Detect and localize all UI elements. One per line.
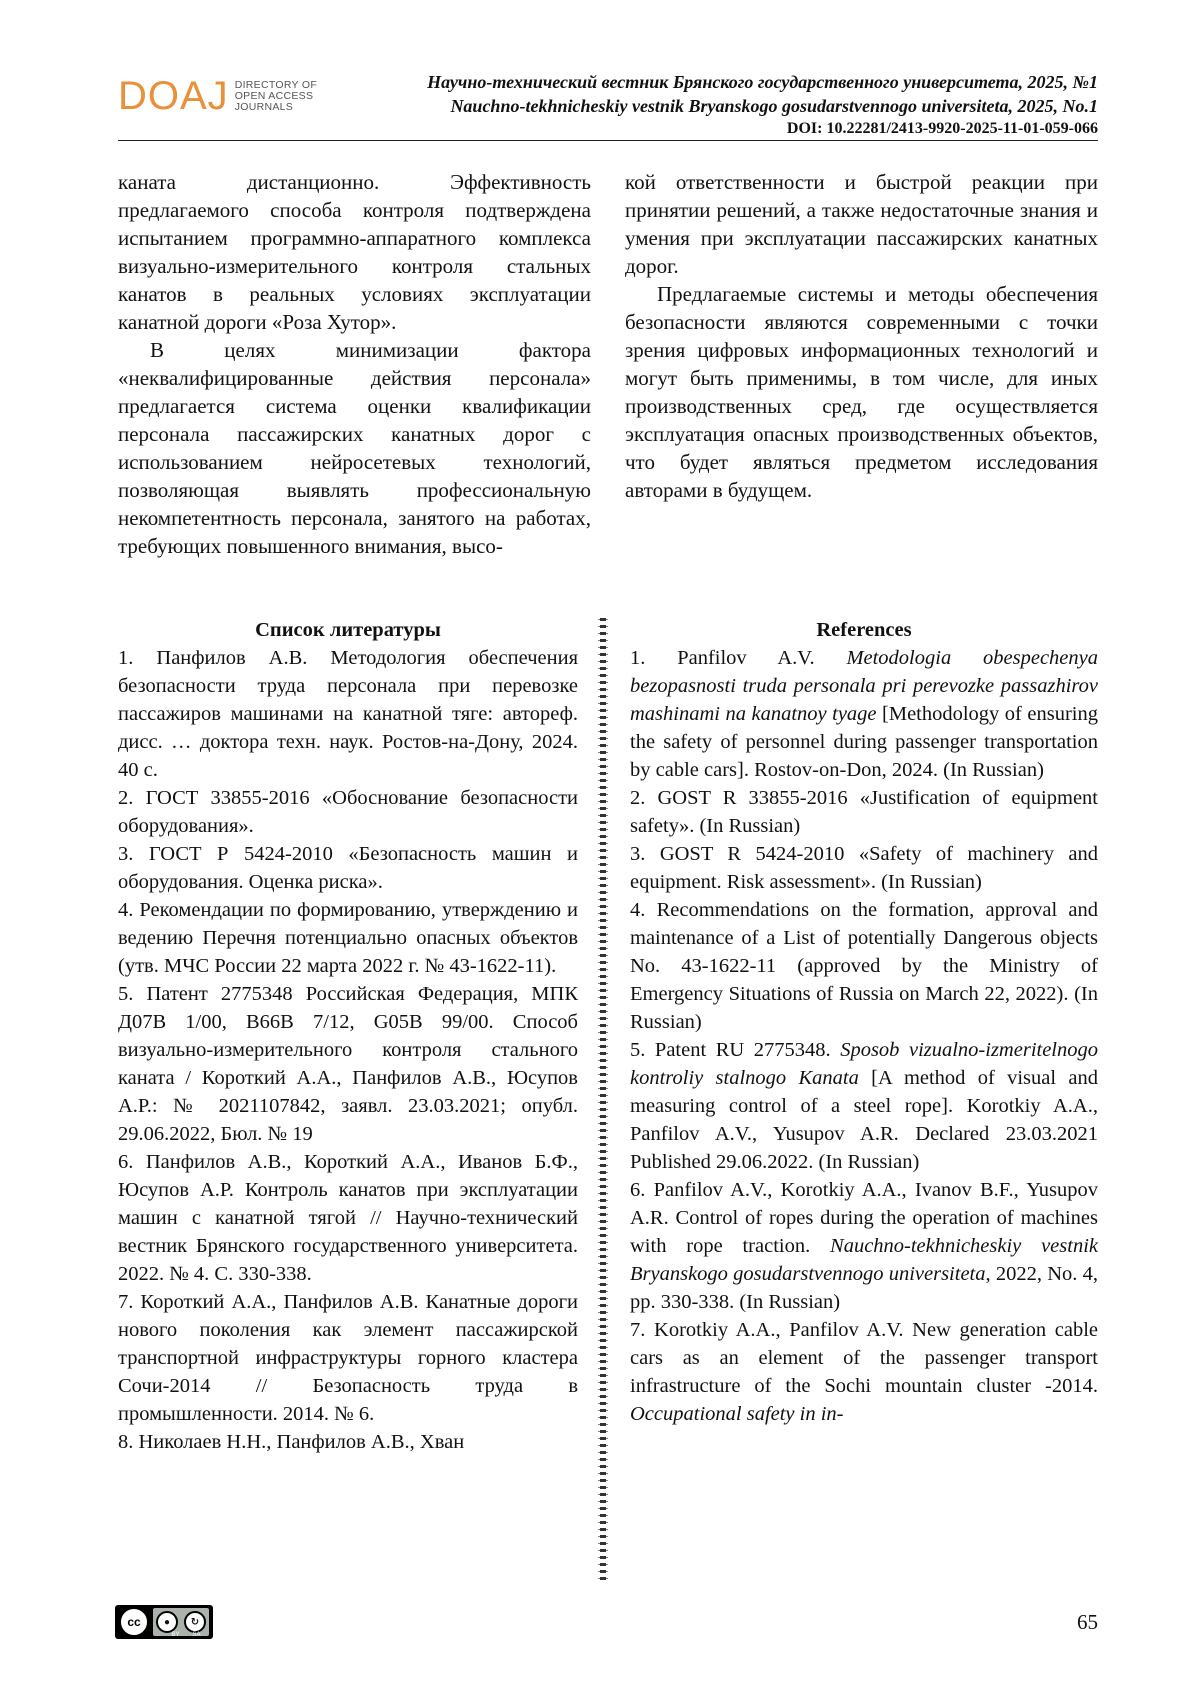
references-ru <box>118 616 578 1456</box>
body-column-right <box>625 168 1098 504</box>
references-en-title: References <box>816 619 912 641</box>
reference-item: 5. Патент 2775348 Российская Федерация, МПК Д07В 1/00, В66В 7/12, G05В 99/00. Способ визуально-измерительного контроля стального каната / Короткий А.А., Панфилов А.В., Юсупов А.Р.: № 2021107842, заявл. 23.03.2021; опубл. 29.06.2022, Бюл. № 19 <box>118 983 578 1145</box>
reference-item: 6. Panfilov A.V., Korotkiy A.A., Ivanov B.F., Yusupov A.R. Control of ropes during the operation of machines with rope traction. Nauchno-tekhnicheskiy vestnik Bryanskogo gosudarstvennogo universiteta, 2022, No. 4, pp. 330-338. (In Russian) <box>630 1179 1098 1313</box>
doaj-logo <box>118 76 317 116</box>
body-paragraph: Предлагаемые системы и методы обеспечения безопасности являются современными с точки зрения цифровых информационных технологий и могут быть применимы, в том числе, для иных производственных сред, где осуществляется эксплуатация опасных производственных объектов, что будет являться предметом исследования авторами в будущем. <box>625 282 1098 502</box>
by-person-icon: ● <box>156 1611 178 1633</box>
reference-item: 1. Panfilov A.V. Metodologia obespechenya bezopasnosti truda personala pri perevozke passazhirov mashinami na kanatnoy tyage [Methodology of ensuring the safety of personnel during passenger transportation by cable cars]. Rostov-on-Don, 2024. (In Russian) <box>630 647 1099 781</box>
doi: DOI: 10.22281/2413-9920-2025-11-01-059-066 <box>786 120 1098 137</box>
reference-item: 5. Patent RU 2775348. Sposob vizualno-izmeritelnogo kontroliy stalnogo Kanata [A method of visual and measuring control of a steel rope]. Korotkiy A.A., Panfilov A.V., Yusupov A.R. Declared 23.03.2021 Published 29.06.2022. (In Russian) <box>630 1039 1099 1173</box>
cc-sa-label: SA <box>192 1632 201 1638</box>
reference-item: 7. Короткий А.А., Панфилов А.В. Канатные дороги нового поколения как элемент пассажирской транспортной инфраструктуры горного кластера Сочи-2014 // Безопасность труда в промышленности. 2014. № 6. <box>118 1291 578 1425</box>
cc-license-badge[interactable] <box>115 1605 213 1639</box>
reference-item: 4. Рекомендации по формированию, утверждению и ведению Перечня потенциально опасных объектов (утв. МЧС России 22 марта 2022 г. № 43-1622-11). <box>118 899 578 977</box>
journal-title-ru: Научно-технический вестник Брянского государственного университета, 2025, №1 <box>427 72 1098 92</box>
column-divider <box>600 618 606 1580</box>
reference-item: 3. GOST R 5424-2010 «Safety of machinery and equipment. Risk assessment». (In Russian) <box>630 843 1098 893</box>
reference-item: 4. Recommendations on the formation, approval and maintenance of a List of potentially Dangerous objects No. 43-1622-11 (approved by the Ministry of Emergency Situations of Russia on March 22, 2022). (In Russian) <box>630 899 1098 1033</box>
cc-labels <box>165 1632 207 1638</box>
doaj-line-3: JOURNALS <box>234 100 294 113</box>
body-paragraph: В целях минимизации фактора «неквалифицированные действия персонала» предлагается система оценки квалификации персонала пассажирских канатных дорог с использованием нейросетевых технологий, позволяющая выявлять профессиональную некомпетентность персонала, занятого на работах, требующих повышенного внимания, высо- <box>118 338 591 558</box>
reference-item: 2. GOST R 33855-2016 «Justification of equipment safety». (In Russian) <box>630 787 1098 837</box>
journal-title-en: Nauchno-tekhnicheskiy vestnik Bryanskogo gosudarstvennogo universiteta, 2025, No.1 <box>450 96 1098 116</box>
body-paragraph: кой ответственности и быстрой реакции при принятии решений, а также недостаточные знания и умения при эксплуатации пассажирских канатных дорог. <box>625 170 1098 278</box>
reference-item: 1. Панфилов А.В. Методология обеспечения безопасности труда персонала при перевозке пассажиров машинами на канатной тяге: автореф. дисс. … доктора техн. наук. Ростов-на-Дону, 2024. 40 с. <box>118 647 578 781</box>
journal-header <box>118 70 1098 140</box>
cc-by-label: BY <box>171 1632 180 1638</box>
doaj-logo-word: DOAJ <box>118 74 229 118</box>
doaj-line-2: OPEN ACCESS <box>234 89 314 102</box>
reference-item: 3. ГОСТ Р 5424-2010 «Безопасность машин и оборудования. Оценка риска». <box>118 843 578 893</box>
share-alike-icon: ↻ <box>184 1611 206 1633</box>
body-column-left <box>118 168 591 560</box>
journal-info <box>427 70 1098 140</box>
page-number: 65 <box>1077 1610 1098 1634</box>
references-ru-title: Список литературы <box>255 619 441 641</box>
reference-item: 6. Панфилов А.В., Короткий А.А., Иванов Б.Ф., Юсупов А.Р. Контроль канатов при эксплуатации машин с канатной тягой // Научно-технический вестник Брянского государственного университета. 2022. № 4. С. 330-338. <box>118 1151 578 1285</box>
header-rule <box>118 140 1098 141</box>
doaj-line-1: DIRECTORY OF <box>234 78 318 91</box>
doaj-logo-subtitle <box>235 80 317 113</box>
references-en <box>630 616 1098 1428</box>
reference-item: 8. Николаев Н.Н., Панфилов А.В., Хван <box>118 1431 465 1453</box>
cc-icon: cc <box>119 1607 149 1637</box>
reference-item: 2. ГОСТ 33855-2016 «Обоснование безопасности оборудования». <box>118 787 578 837</box>
body-paragraph: каната дистанционно. Эффективность предлагаемого способа контроля подтверждена испытанием программно-аппаратного комплекса визуально-измерительного контроля стальных канатов в реальных условиях эксплуатации канатной дороги «Роза Хутор». <box>118 170 591 334</box>
reference-item: 7. Korotkiy A.A., Panfilov A.V. New generation cable cars as an element of the passenger transport infrastructure of the Sochi mountain cluster -2014. Occupational safety in in- <box>630 1319 1098 1425</box>
